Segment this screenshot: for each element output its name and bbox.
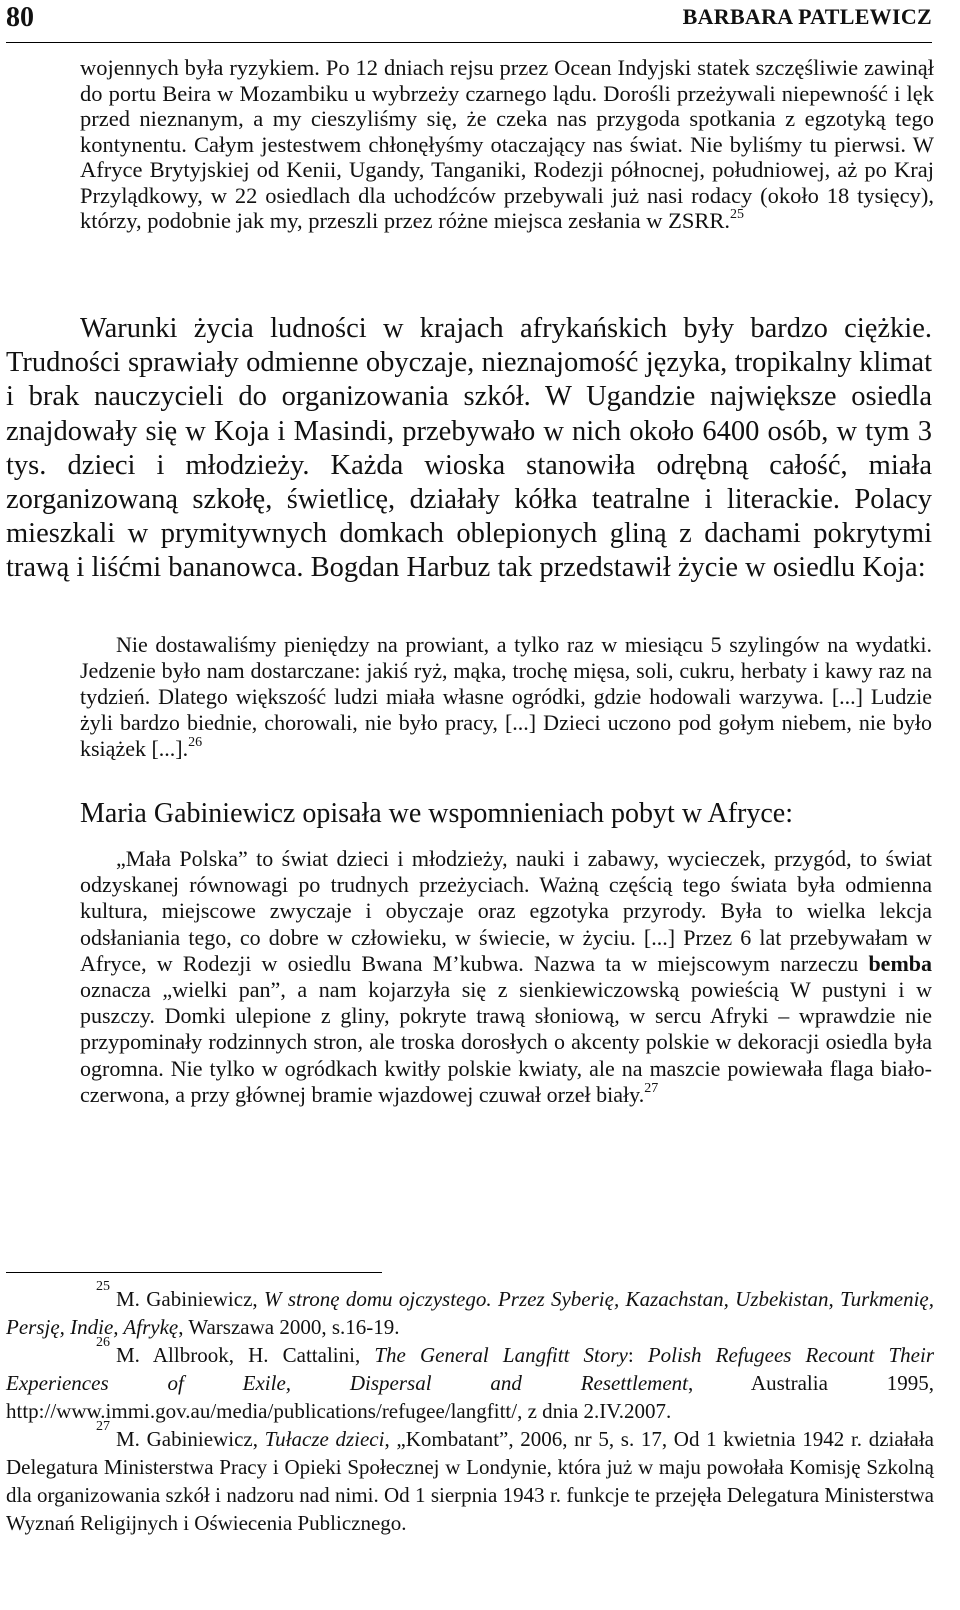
footnote-separator bbox=[6, 1272, 382, 1273]
block-quote-gabiniewicz-text-b: oznacza „wielki pan”, a nam kojarzyła się z sienkiewiczowską powieścią W pustyni i w puszczy. Domki ulepione z gliny, pokryte trawą słoniową, w sercu Afryki – wprawdzie nie przypominały rodzinnych stron, ale troska dorosłych o akcenty polskie w dekoracji osiedla była ogromna. Nie tylko w ogródkach kwitły polskie kwiaty, ale na maszcie powiewała flaga biało-czerwona, a przy głównej bramie wjazdowej czuwał orzeł biały. bbox=[80, 977, 932, 1107]
paragraph-3: Maria Gabiniewicz opisała we wspomnieniach pobyt w Afryce: bbox=[80, 798, 794, 829]
running-header bbox=[6, 0, 932, 43]
footnote-number: 27 bbox=[96, 1419, 110, 1434]
footnote-number: 26 bbox=[96, 1335, 110, 1350]
footnotes bbox=[6, 1279, 934, 1537]
footnote-25: 25M. Gabiniewicz, W stronę domu ojczystego. Przez Syberię, Kazachstan, Uzbekistan, Turkmenię, Persję, Indie, Afrykę, Warszawa 2000, s.16-19. bbox=[6, 1279, 934, 1339]
block-quote-harbuz-text: Nie dostawaliśmy pieniędzy na prowiant, a tylko raz w miesiącu 5 szylingów na wydatki. Jedzenie było nam dostarczane: jakiś ryż, mąka, trochę mięsa, soli, cukru, herbaty i kawy raz na tydzień. Dlatego większość ludzi miała własne ogródki, gdzie hodowali warzywa. [...] Ludzie żyli bardzo biednie, chorowali, nie było pracy, [...] Dzieci uczono pod gołym niebem, nie było książek [...]. bbox=[80, 632, 932, 761]
footnote-ref-25[interactable]: 25 bbox=[729, 207, 744, 222]
footnote-ref-26[interactable]: 26 bbox=[188, 735, 203, 750]
footnote-ref-27[interactable]: 27 bbox=[644, 1080, 659, 1096]
paragraph-1 bbox=[80, 55, 934, 234]
paragraph-2: Warunki życia ludności w krajach afrykańskich były bardzo ciężkie. Trudności sprawiały odmienne obyczaje, nieznajomość języka, tropikalny klimat i brak nauczycieli do organizowania szkół. W Ugandzie największe osiedla znajdowały się w Koja i Masindi, przebywało w nich około 6400 osób, w tym 3 tys. dzieci i młodzieży. Każda wioska stanowiła odrębną całość, miała zorganizowaną szkołę, świetlicę, działały kółka teatralne i literackie. Polacy mieszkali w prymitywnych domkach oblepionych gliną z dachami pokrytymi trawą i liśćmi bananowca. Bogdan Harbuz tak przedstawił życie w osiedlu Koja: bbox=[6, 313, 932, 584]
footnote-number: 25 bbox=[96, 1279, 110, 1294]
page-number: 80 bbox=[6, 2, 34, 33]
paragraph-1-text: wojennych była ryzykiem. Po 12 dniach rejsu przez Ocean Indyjski statek szczęśliwie zawinął do portu Beira w Mozambiku u wybrzeży czarnego lądu. Dorośli przeżywali niepewność i lęk przed nieznanym, a my cieszyliśmy się, że czeka nas przygoda spotkania z egzotyką tego kontynentu. Całym jestestwem chłonęłyśmy otaczający nas świat. Nie byliśmy tu pierwsi. W Afryce Brytyjskiej od Kenii, Ugandy, Tanganiki, Rodezji północnej, południowej, aż po Kraj Przylądkowy, w 22 osiedlach dla uchodźców przebywali już nasi rodacy (około 18 tysięcy), którzy, podobnie jak my, przeszli przez różne miejsca zesłania w ZSRR. bbox=[80, 55, 934, 233]
footnote-27: 27M. Gabiniewicz, Tułacze dzieci, „Kombatant”, 2006, nr 5, s. 17, Od 1 kwietnia 1942 r. działała Delegatura Ministerstwa Pracy i Opieki Społecznej w Londynie, która już w maju powołała Komisję Szkolną dla organizowania szkół i nadzoru nad nimi. Od 1 sierpnia 1943 r. funkcje te przejęła Delegatura Ministerstwa Wyznań Religijnych i Oświecenia Publicznego. bbox=[6, 1419, 934, 1535]
block-quote-gabiniewicz-text-a: „Mała Polska” to świat dzieci i młodzieży, nauki i zabawy, wycieczek, przygód, to świat odzyskanej równowagi po trudnych przeżyciach. Ważną częścią tego świata była odmienna kultura, miejscowe zwyczaje i obyczaje oraz egzotyka przyrody. Była to wielka lekcja odsłaniania tego, co dobre w człowieku, w świecie, w życiu. [...] Przez 6 lat przebywałam w Afryce, w Rodezji w osiedlu Bwana M’kubwa. Nazwa ta w miejscowym narzeczu bbox=[80, 846, 932, 976]
bold-term: bemba bbox=[868, 950, 932, 976]
running-head-author: BARBARA PATLEWICZ bbox=[682, 4, 932, 29]
block-quote-gabiniewicz bbox=[80, 846, 932, 1108]
block-quote-harbuz bbox=[80, 632, 932, 762]
footnote-26: 26M. Allbrook, H. Cattalini, The General Langfitt Story: Polish Refugees Recount Their Experiences of Exile, Dispersal and Resettlement, Australia 1995, http://www.immi.gov.au/media/publications/refugee/langfitt/, z dnia 2.IV.2007. bbox=[6, 1335, 934, 1423]
footnote-url-text: , Australia 1995, http://www.immi.gov.au/media/publications/refugee/langfitt/, z dnia 2.IV.2007. bbox=[6, 1371, 934, 1423]
